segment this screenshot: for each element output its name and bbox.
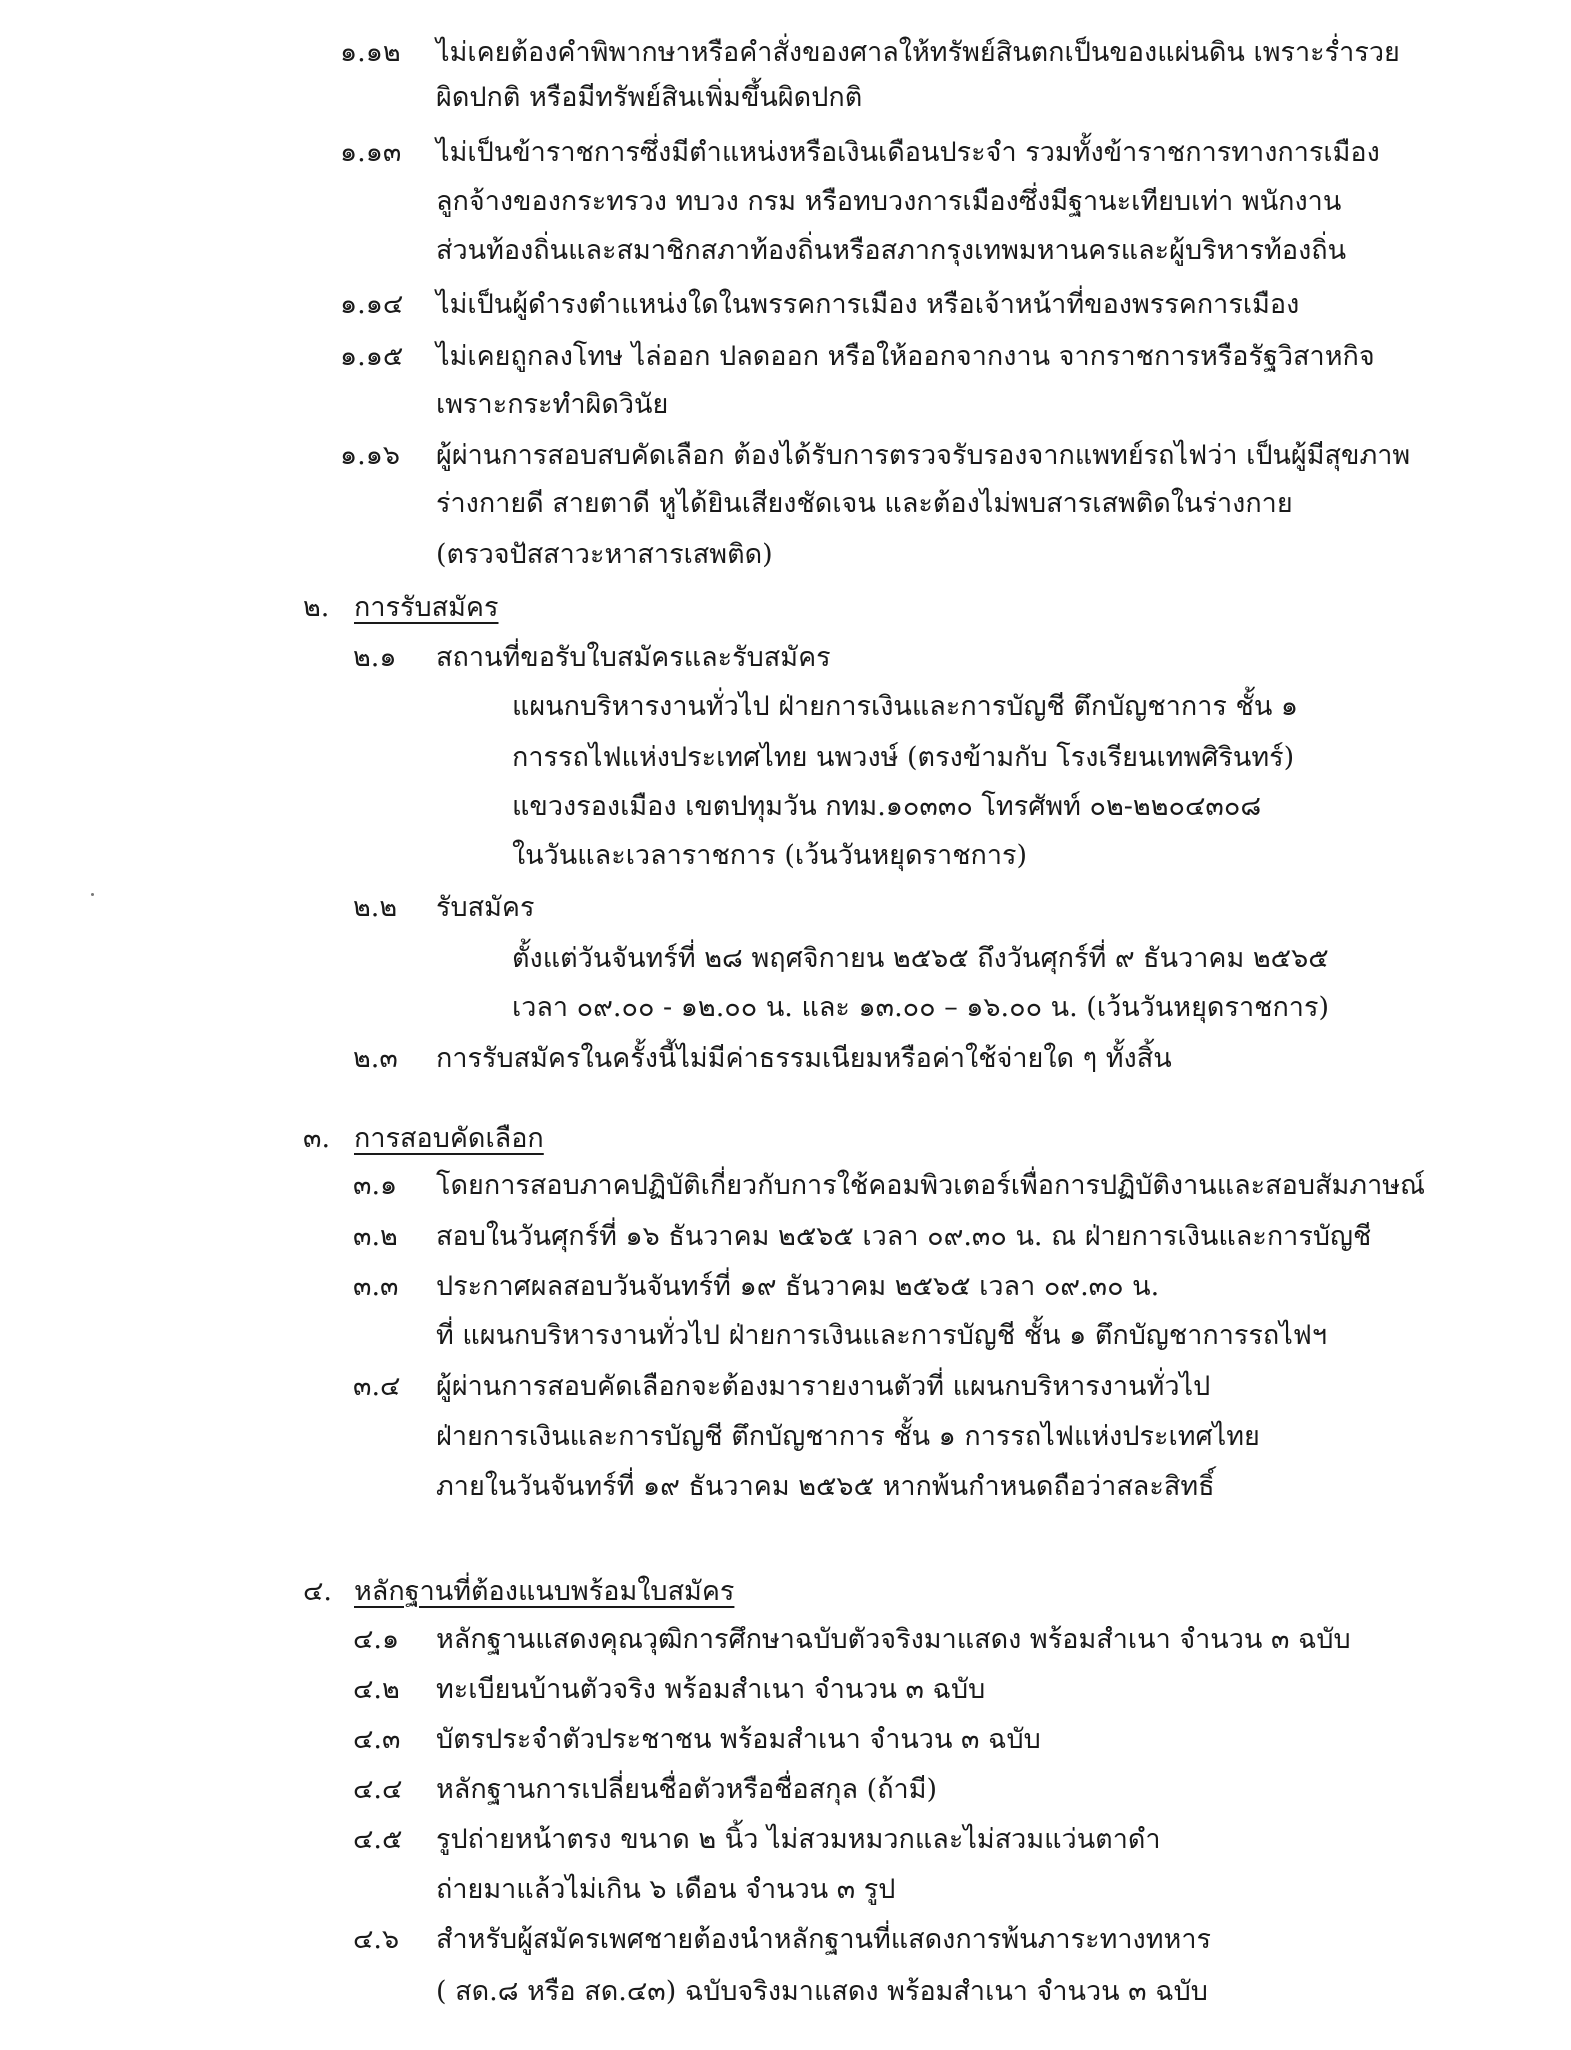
item-number: ๔.๒ (353, 1674, 400, 1705)
item-number: ๔.๕ (353, 1824, 403, 1855)
item-text: เวลา ๐๙.๐๐ - ๑๒.๐๐ น. และ ๑๓.๐๐ – ๑๖.๐๐ น. (เว้นวันหยุดราชการ) (512, 992, 1329, 1023)
item-text: ในวันและเวลาราชการ (เว้นวันหยุดราชการ) (512, 840, 1028, 871)
item-text: ประกาศผลสอบวันจันทร์ที่ ๑๙ ธันวาคม ๒๕๖๕ เวลา ๐๙.๓๐ น. (436, 1271, 1160, 1302)
item-text: การรับสมัครในครั้งนี้ไม่มีค่าธรรมเนียมหรือค่าใช้จ่ายใด ๆ ทั้งสิ้น (436, 1043, 1172, 1074)
item-text: รูปถ่ายหน้าตรง ขนาด ๒ นิ้ว ไม่สวมหมวกและไม่สวมแว่นตาดำ (436, 1824, 1161, 1855)
item-text: สถานที่ขอรับใบสมัครและรับสมัคร (436, 642, 831, 673)
item-number: ๔.๖ (353, 1924, 400, 1955)
item-text: บัตรประจำตัวประชาชน พร้อมสำเนา จำนวน ๓ ฉบับ (436, 1724, 1041, 1755)
item-number: ๔.๔ (353, 1774, 403, 1805)
item-text: แผนกบริหารงานทั่วไป ฝ่ายการเงินและการบัญชี ตึกบัญชาการ ชั้น ๑ (512, 691, 1298, 722)
item-text: ไม่เป็นผู้ดำรงตำแหน่งใดในพรรคการเมือง หรือเจ้าหน้าที่ของพรรคการเมือง (436, 289, 1300, 320)
item-number: ๓.๔ (353, 1371, 401, 1402)
item-text: ตั้งแต่วันจันทร์ที่ ๒๘ พฤศจิกายน ๒๕๖๕ ถึงวันศุกร์ที่ ๙ ธันวาคม ๒๕๖๕ (512, 943, 1329, 974)
item-number: ๑.๑๔ (340, 289, 404, 320)
section-heading: การรับสมัคร (354, 592, 499, 623)
item-number: ๑.๑๖ (340, 440, 400, 471)
item-text: ร่างกายดี สายตาดี หูได้ยินเสียงชัดเจน และต้องไม่พบสารเสพติดในร่างกาย (436, 488, 1293, 519)
item-number: ๔.๓ (353, 1724, 401, 1755)
item-text: ผู้ผ่านการสอบคัดเลือกจะต้องมารายงานตัวที่ แผนกบริหารงานทั่วไป (436, 1371, 1211, 1402)
item-text: สำหรับผู้สมัครเพศชายต้องนำหลักฐานที่แสดงการพ้นภาระทางทหาร (436, 1924, 1211, 1955)
item-text: ผิดปกติ หรือมีทรัพย์สินเพิ่มขึ้นผิดปกติ (436, 82, 863, 113)
item-number: ๒.๑ (353, 642, 397, 673)
item-text: ทะเบียนบ้านตัวจริง พร้อมสำเนา จำนวน ๓ ฉบับ (436, 1674, 986, 1705)
item-number: ๒.๒ (353, 892, 398, 923)
item-number: ๑.๑๓ (340, 137, 402, 168)
item-text: ภายในวันจันทร์ที่ ๑๙ ธันวาคม ๒๕๖๕ หากพ้นกำหนดถือว่าสละสิทธิ์ (436, 1471, 1215, 1502)
scan-speck (91, 893, 94, 896)
item-text: เพราะกระทำผิดวินัย (436, 389, 669, 420)
item-number: ๒.๓ (353, 1043, 398, 1074)
item-number: ๓.๒ (353, 1221, 398, 1252)
item-text: ไม่เคยถูกลงโทษ ไล่ออก ปลดออก หรือให้ออกจากงาน จากราชการหรือรัฐวิสาหกิจ (436, 341, 1375, 372)
section-number: ๒. (303, 592, 330, 623)
item-number: ๓.๓ (353, 1271, 399, 1302)
item-text: รับสมัคร (436, 892, 535, 923)
item-text: โดยการสอบภาคปฏิบัติเกี่ยวกับการใช้คอมพิวเตอร์เพื่อการปฏิบัติงานและสอบสัมภาษณ์ (436, 1170, 1426, 1201)
item-text: ไม่เป็นข้าราชการซึ่งมีตำแหน่งหรือเงินเดือนประจำ รวมทั้งข้าราชการทางการเมือง (436, 137, 1380, 168)
item-number: ๔.๑ (353, 1624, 400, 1655)
item-text: ผู้ผ่านการสอบสบคัดเลือก ต้องได้รับการตรวจรับรองจากแพทย์รถไฟว่า เป็นผู้มีสุขภาพ (436, 440, 1411, 471)
item-text: แขวงรองเมือง เขตปทุมวัน กทม.๑๐๓๓๐ โทรศัพท์ ๐๒-๒๒๐๔๓๐๘ (512, 791, 1262, 822)
section-number: ๓. (303, 1123, 331, 1154)
item-text: (ตรวจปัสสาวะหาสารเสพติด) (436, 539, 773, 570)
item-text: การรถไฟแห่งประเทศไทย นพวงษ์ (ตรงข้ามกับ โรงเรียนเทพศิรินทร์) (512, 742, 1295, 773)
item-number: ๑.๑๕ (340, 341, 404, 372)
item-number: ๑.๑๒ (340, 37, 401, 68)
item-text: ( สด.๘ หรือ สด.๔๓) ฉบับจริงมาแสดง พร้อมสำเนา จำนวน ๓ ฉบับ (436, 1976, 1208, 2007)
section-number: ๔. (303, 1576, 333, 1607)
section-heading: การสอบคัดเลือก (354, 1123, 544, 1154)
item-text: ไม่เคยต้องคำพิพากษาหรือคำสั่งของศาลให้ทรัพย์สินตกเป็นของแผ่นดิน เพราะร่ำรวย (436, 37, 1400, 68)
item-text: ลูกจ้างของกระทรวง ทบวง กรม หรือทบวงการเมืองซึ่งมีฐานะเทียบเท่า พนักงาน (436, 186, 1342, 217)
item-text: ส่วนท้องถิ่นและสมาชิกสภาท้องถิ่นหรือสภากรุงเทพมหานครและผู้บริหารท้องถิ่น (436, 235, 1347, 266)
section-heading: หลักฐานที่ต้องแนบพร้อมใบสมัคร (354, 1576, 735, 1607)
item-text: ถ่ายมาแล้วไม่เกิน ๖ เดือน จำนวน ๓ รูป (436, 1874, 896, 1905)
item-number: ๓.๑ (353, 1170, 398, 1201)
item-text: สอบในวันศุกร์ที่ ๑๖ ธันวาคม ๒๕๖๕ เวลา ๐๙.๓๐ น. ณ ฝ่ายการเงินและการบัญชี (436, 1221, 1372, 1252)
item-text: หลักฐานการเปลี่ยนชื่อตัวหรือชื่อสกุล (ถ้ามี) (436, 1774, 938, 1805)
item-text: ฝ่ายการเงินและการบัญชี ตึกบัญชาการ ชั้น ๑ การรถไฟแห่งประเทศไทย (436, 1421, 1260, 1452)
item-text: ที่ แผนกบริหารงานทั่วไป ฝ่ายการเงินและการบัญชี ชั้น ๑ ตึกบัญชาการรถไฟฯ (436, 1320, 1328, 1351)
item-text: หลักฐานแสดงคุณวุฒิการศึกษาฉบับตัวจริงมาแสดง พร้อมสำเนา จำนวน ๓ ฉบับ (436, 1624, 1351, 1655)
